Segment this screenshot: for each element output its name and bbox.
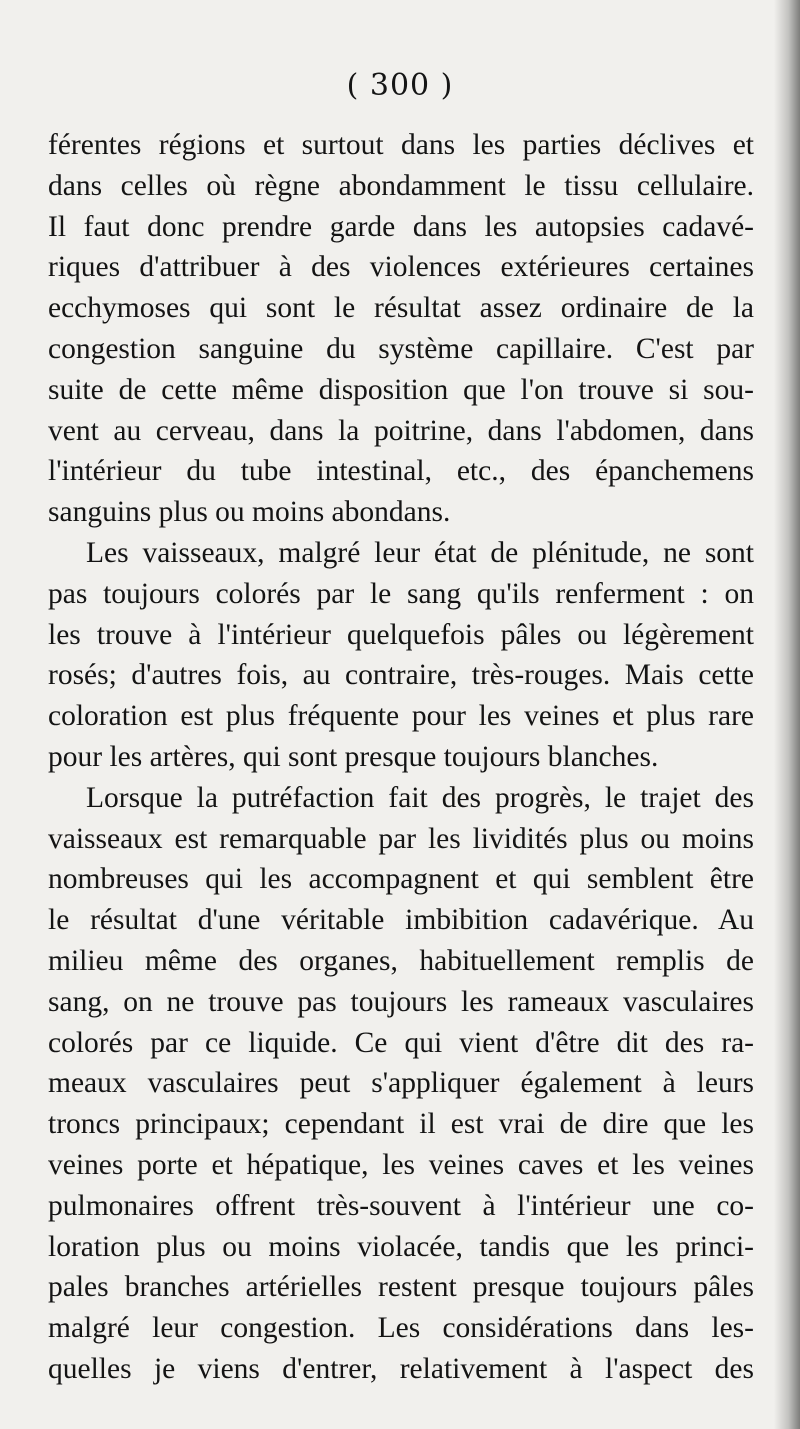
text-line: dans celles où règne abondamment le tissu cellulaire. (48, 169, 754, 202)
text-line: Les vaisseaux, malgré leur état de plénitude, ne sont (86, 536, 754, 569)
text-line: nombreuses qui les accompagnent et qui semblent être (48, 863, 754, 896)
text-line: suite de cette même disposition que l'on trouve si sou- (48, 373, 754, 406)
text-line: sang, on ne trouve pas toujours les rameaux vasculaires (48, 985, 754, 1018)
text-line: meaux vasculaires peut s'appliquer également à leurs (48, 1067, 754, 1100)
text-line: loration plus ou moins violacée, tandis que les princi- (48, 1230, 754, 1263)
text-line: pales branches artérielles restent presque toujours pâles (48, 1271, 754, 1304)
text-line: colorés par ce liquide. Ce qui vient d'être dit des ra- (48, 1026, 754, 1059)
text-line: troncs principaux; cependant il est vrai de dire que les (48, 1108, 754, 1141)
text-line: férentes régions et surtout dans les parties déclives et (48, 129, 754, 161)
text-line: veines porte et hépatique, les veines caves et les veines (48, 1148, 754, 1181)
text-line: vent au cerveau, dans la poitrine, dans l'abdomen, dans (48, 414, 754, 447)
text-line: pour les artères, qui sont presque toujours blanches. (48, 740, 659, 773)
text-line: Il faut donc prendre garde dans les autopsies cadavé- (48, 210, 754, 243)
text-line: malgré leur congestion. Les considérations dans les- (48, 1312, 754, 1345)
text-line: riques d'attribuer à des violences extérieures certaines (48, 251, 754, 284)
text-line: le résultat d'une véritable imbibition cadavérique. Au (48, 904, 754, 937)
body-text (48, 125, 754, 1390)
text-line: quelles je viens d'entrer, relativement à l'aspect des (48, 1352, 754, 1385)
text-line: rosés; d'autres fois, au contraire, très-rouges. Mais cette (48, 659, 754, 692)
page-number: ( 300 ) (346, 68, 454, 103)
text-line: Lorsque la putréfaction fait des progrès, le trajet des (86, 781, 754, 814)
text-line: les trouve à l'intérieur quelquefois pâles ou légèrement (48, 618, 754, 651)
text-line: vaisseaux est remarquable par les lividités plus ou moins (48, 822, 754, 855)
text-line: l'intérieur du tube intestinal, etc., des épanchemens (48, 455, 754, 488)
text-line: milieu même des organes, habituellement remplis de (48, 944, 754, 977)
page-binding-edge (774, 0, 800, 1429)
text-line: coloration est plus fréquente pour les veines et plus rare (48, 700, 754, 733)
text-line: ecchymoses qui sont le résultat assez ordinaire de la (48, 292, 754, 325)
text-line: pulmonaires offrent très-souvent à l'intérieur une co- (48, 1189, 754, 1222)
text-line: sanguins plus ou moins abondans. (48, 496, 451, 529)
text-line: congestion sanguine du système capillaire. C'est par (48, 332, 754, 365)
text-line: pas toujours colorés par le sang qu'ils renferment : on (48, 577, 754, 610)
